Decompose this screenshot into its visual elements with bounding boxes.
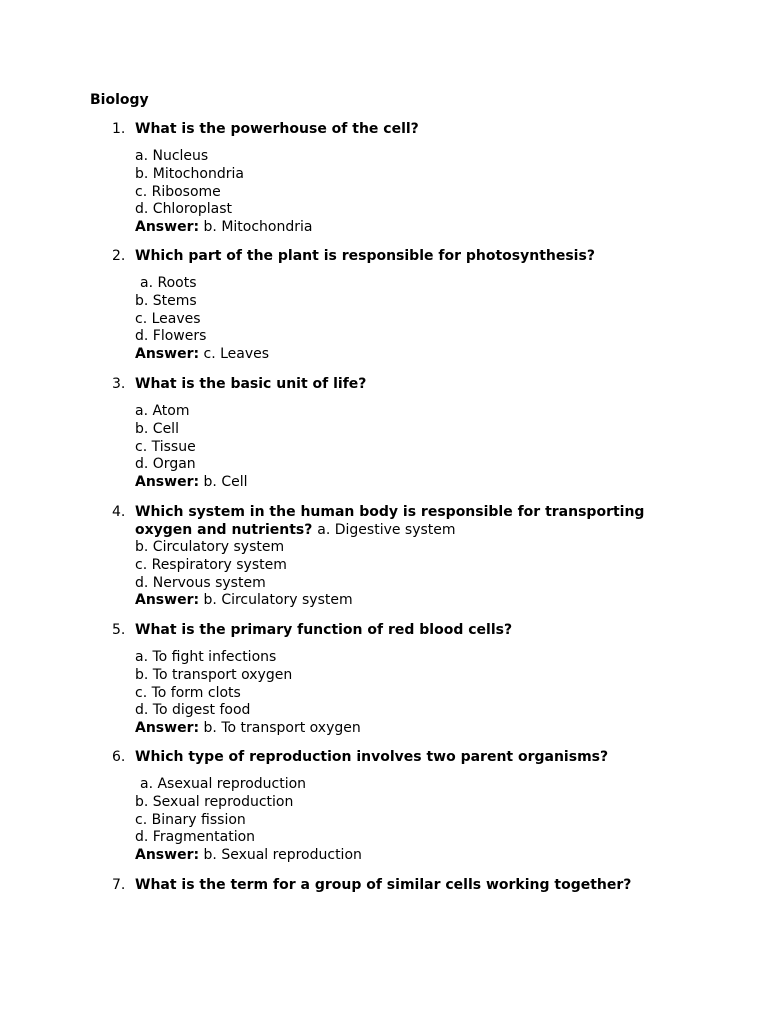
answer-label: Answer: [135, 219, 200, 236]
option-b: b. Mitochondria [135, 165, 244, 182]
option-d: d. Nervous system [135, 574, 266, 591]
options-list [135, 275, 269, 364]
question-number: 6. [112, 749, 126, 765]
answer-label: Answer: [135, 346, 200, 363]
question-text: Which type of reproduction involves two parent organisms? [135, 749, 609, 765]
options-list [135, 776, 362, 865]
option-a: a. Asexual reproduction [140, 776, 307, 792]
option-c: c. Tissue [135, 438, 196, 455]
question-text: What is the powerhouse of the cell? [135, 121, 419, 137]
answer-label: Answer: [135, 847, 200, 864]
option-c: c. Respiratory system [135, 556, 287, 573]
options-list [135, 403, 248, 492]
question-number: 7. [112, 877, 126, 893]
question-number: 3. [112, 376, 126, 392]
answer-line [135, 474, 248, 492]
options-list [135, 649, 361, 738]
answer-value: b. To transport oxygen [203, 720, 361, 737]
answer-value: b. Cell [203, 474, 248, 491]
answer-value: b. Sexual reproduction [203, 847, 362, 864]
question-text: What is the term for a group of similar cells working together? [135, 877, 632, 893]
question-number: 5. [112, 622, 126, 638]
option-d: d. To digest food [135, 702, 251, 719]
option-c: c. To form clots [135, 684, 241, 701]
answer-label: Answer: [135, 592, 200, 609]
option-b: b. To transport oxygen [135, 666, 293, 683]
option-a: a. Atom [135, 403, 190, 419]
options-list [135, 148, 312, 237]
question-text: Which part of the plant is responsible for photosynthesis? [135, 248, 595, 264]
option-b: b. Stems [135, 292, 197, 309]
question-text: Which system in the human body is responsible for transporting oxygen and nutrients? [135, 504, 645, 538]
option-d: d. Flowers [135, 328, 207, 345]
question-text: What is the primary function of red blood cells? [135, 622, 513, 638]
option-b: b. Cell [135, 420, 179, 437]
answer-value: b. Circulatory system [203, 592, 353, 609]
options-list [135, 539, 353, 610]
answer-line [135, 847, 362, 865]
option-a: a. Nucleus [135, 148, 209, 164]
option-d: d. Organ [135, 456, 196, 473]
option-b: b. Circulatory system [135, 539, 285, 555]
option-a: a. Roots [140, 275, 197, 291]
option-c: c. Leaves [135, 310, 201, 327]
answer-line [135, 219, 312, 237]
document-title: Biology [90, 92, 149, 108]
question-number: 1. [112, 121, 126, 137]
answer-value: c. Leaves [203, 346, 270, 363]
option-c: c. Binary fission [135, 811, 246, 828]
answer-label: Answer: [135, 720, 200, 737]
question-number: 4. [112, 504, 126, 520]
answer-line [135, 720, 361, 738]
option-d: d. Fragmentation [135, 829, 256, 846]
answer-label: Answer: [135, 474, 200, 491]
option-d: d. Chloroplast [135, 201, 233, 218]
answer-value: b. Mitochondria [203, 219, 313, 236]
answer-line [135, 346, 269, 364]
option-a: a. Digestive system [317, 522, 456, 538]
question-number: 2. [112, 248, 126, 264]
option-b: b. Sexual reproduction [135, 793, 294, 810]
question-text-wrapper [135, 503, 655, 539]
answer-line [135, 592, 353, 610]
question-text: What is the basic unit of life? [135, 376, 367, 392]
option-c: c. Ribosome [135, 183, 221, 200]
option-a: a. To fight infections [135, 649, 277, 665]
